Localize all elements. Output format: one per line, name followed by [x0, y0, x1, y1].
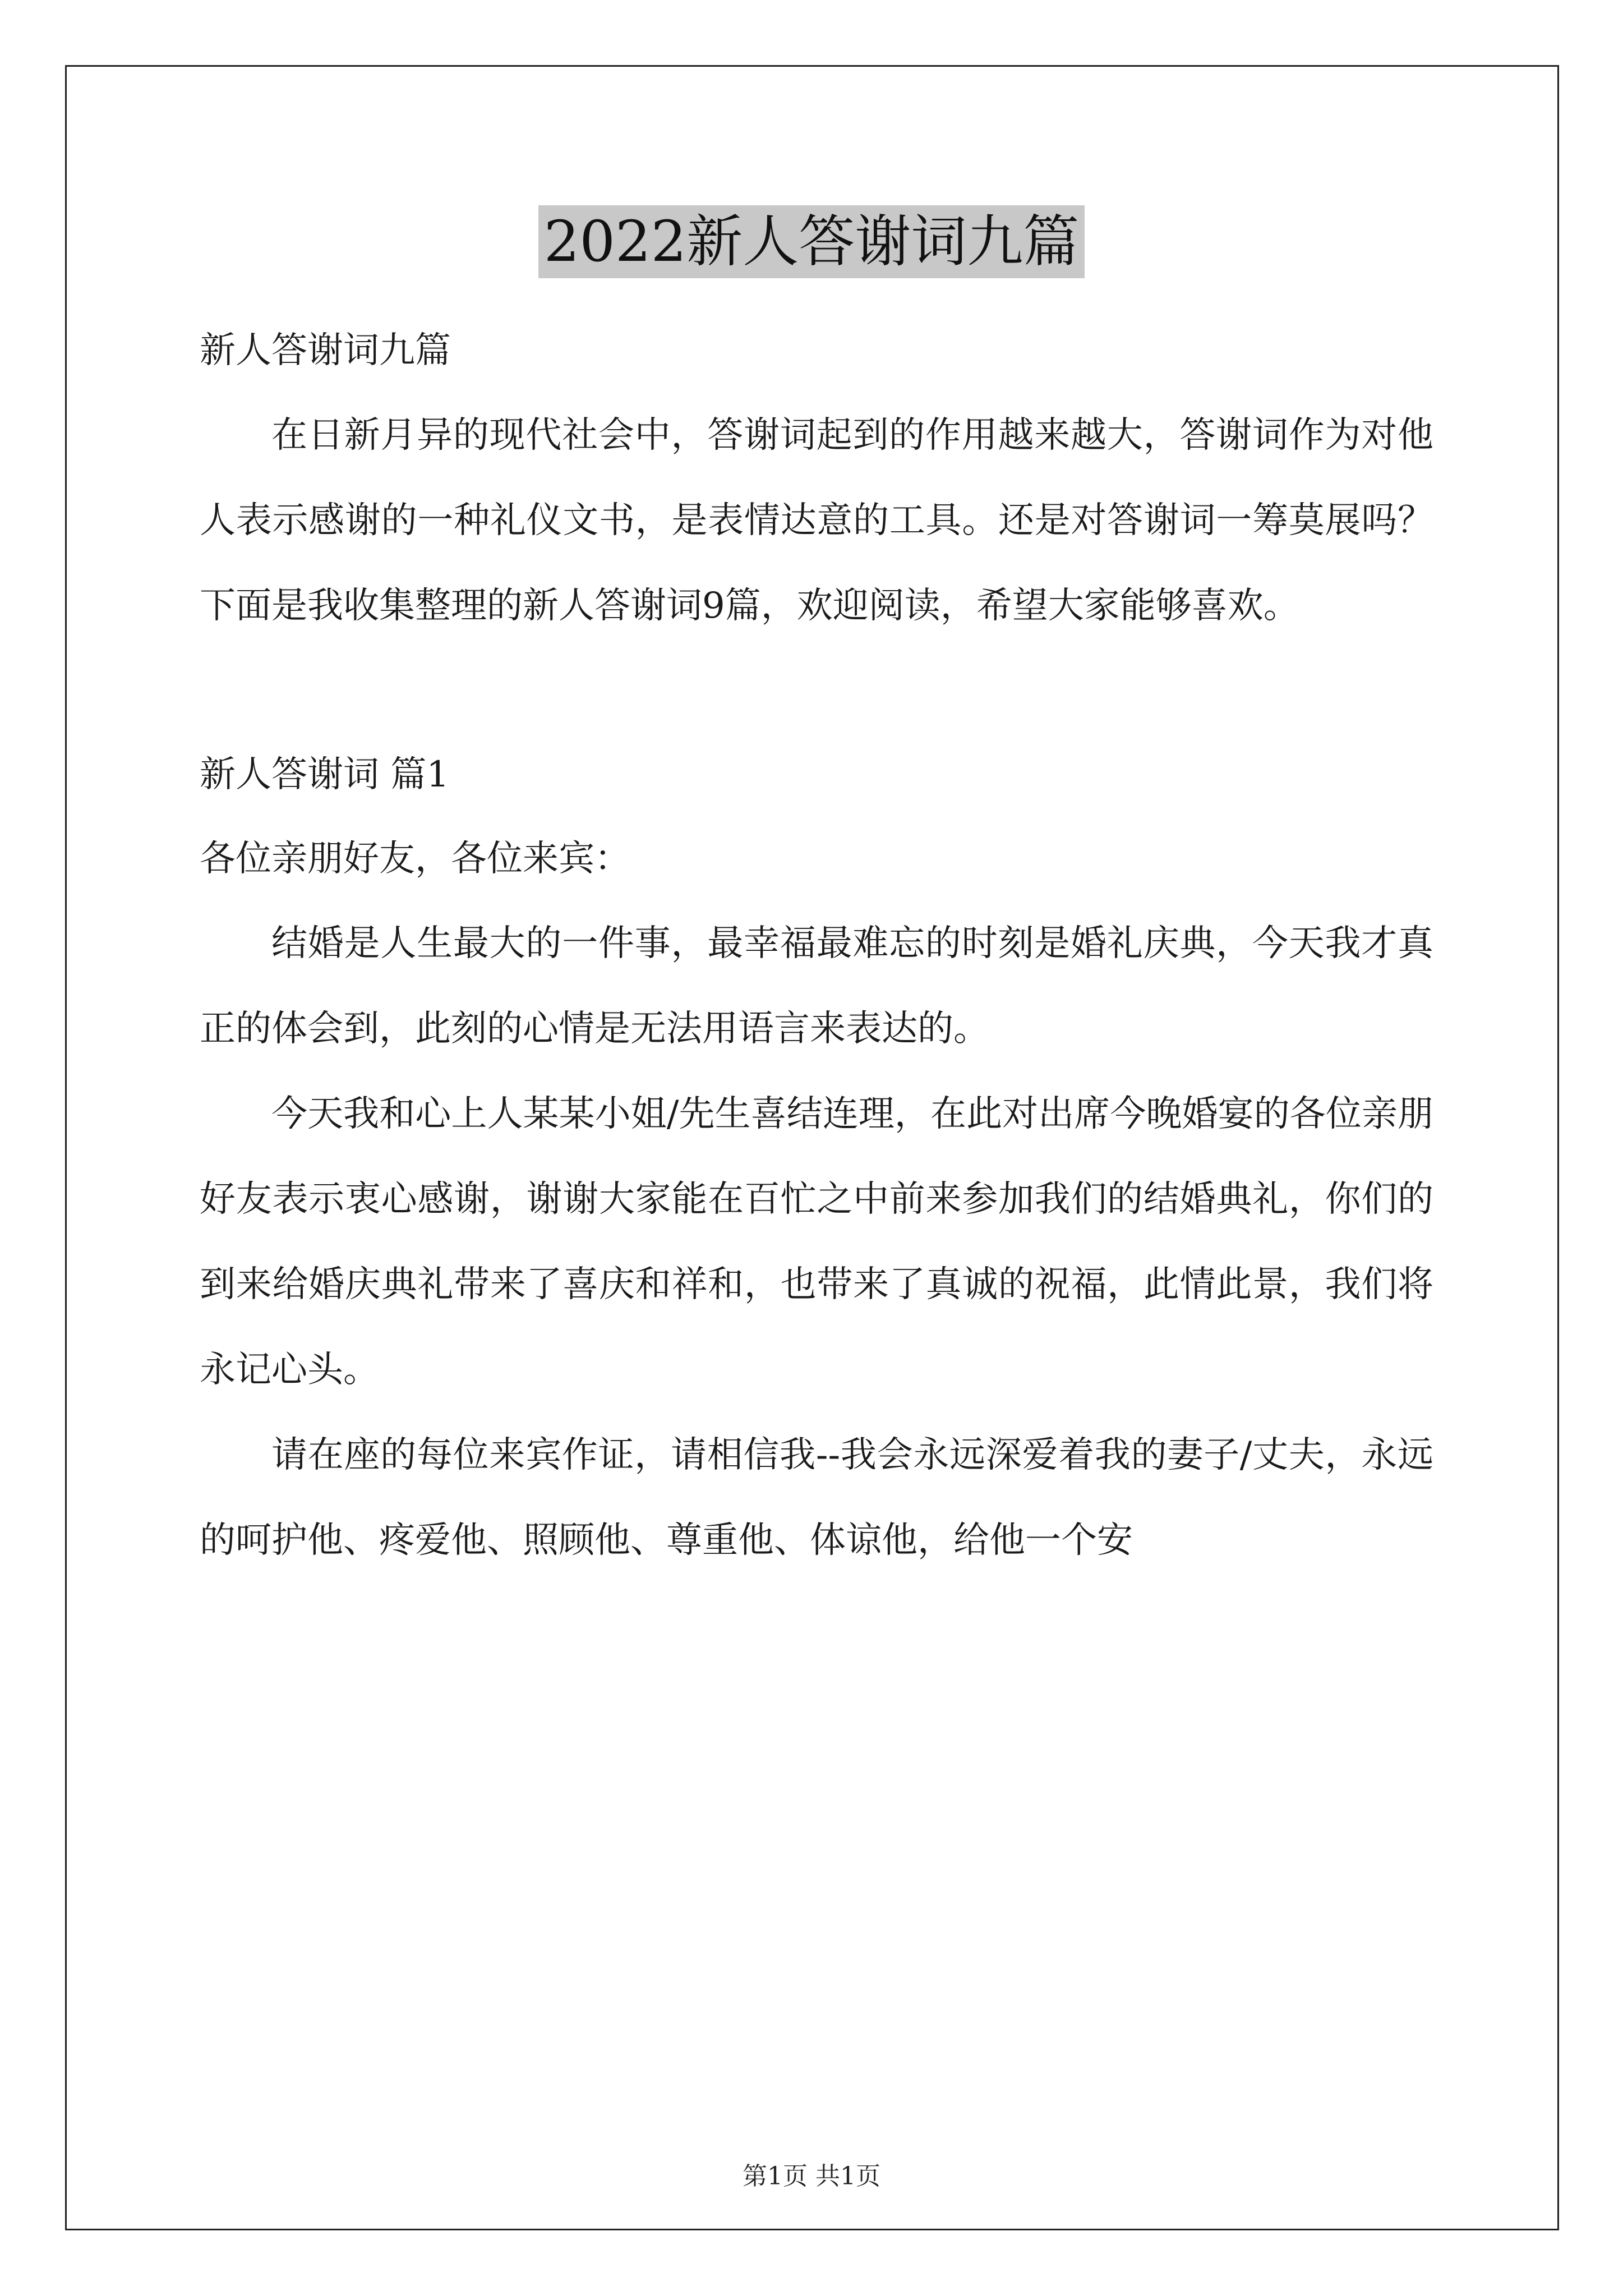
body-paragraph-3: 请在座的每位来宾作证，请相信我--我会永远深爱着我的妻子/丈夫，永远的呵护他、疼爱他、照顾他、尊重他、体谅他，给他一个安 [200, 1434, 1433, 1561]
intro-paragraph: 在日新月异的现代社会中，答谢词起到的作用越来越大，答谢词作为对他人表示感谢的一种礼仪文书，是表情达意的工具。还是对答谢词一筹莫展吗？下面是我收集整理的新人答谢词9篇，欢迎阅读，希望大家能够喜欢。 [200, 415, 1433, 627]
document-subtitle: 新人答谢词九篇 [200, 330, 451, 371]
salutation: 各位亲朋好友，各位来宾： [200, 838, 630, 880]
document-title: 2022新人答谢词九篇 [538, 205, 1085, 278]
section-spacer [200, 648, 1433, 733]
body-paragraph-1: 结婚是人生最大的一件事，最幸福最难忘的时刻是婚礼庆典，今天我才真正的体会到，此刻的心情是无法用语言来表达的。 [200, 923, 1433, 1050]
page-footer: 第1页 共1页 [743, 2162, 880, 2191]
section-heading: 新人答谢词 篇1 [200, 754, 450, 795]
body-paragraph-2: 今天我和心上人某某小姐/先生喜结连理，在此对出席今晚婚宴的各位亲朋好友表示衷心感谢，谢谢大家能在百忙之中前来参加我们的结婚典礼，你们的到来给婚庆典礼带来了喜庆和祥和，也带来了真诚的祝福，此情此景，我们将永记心头。 [200, 1093, 1433, 1391]
document-body [200, 309, 1433, 1583]
document-title-wrapper [0, 199, 1623, 283]
